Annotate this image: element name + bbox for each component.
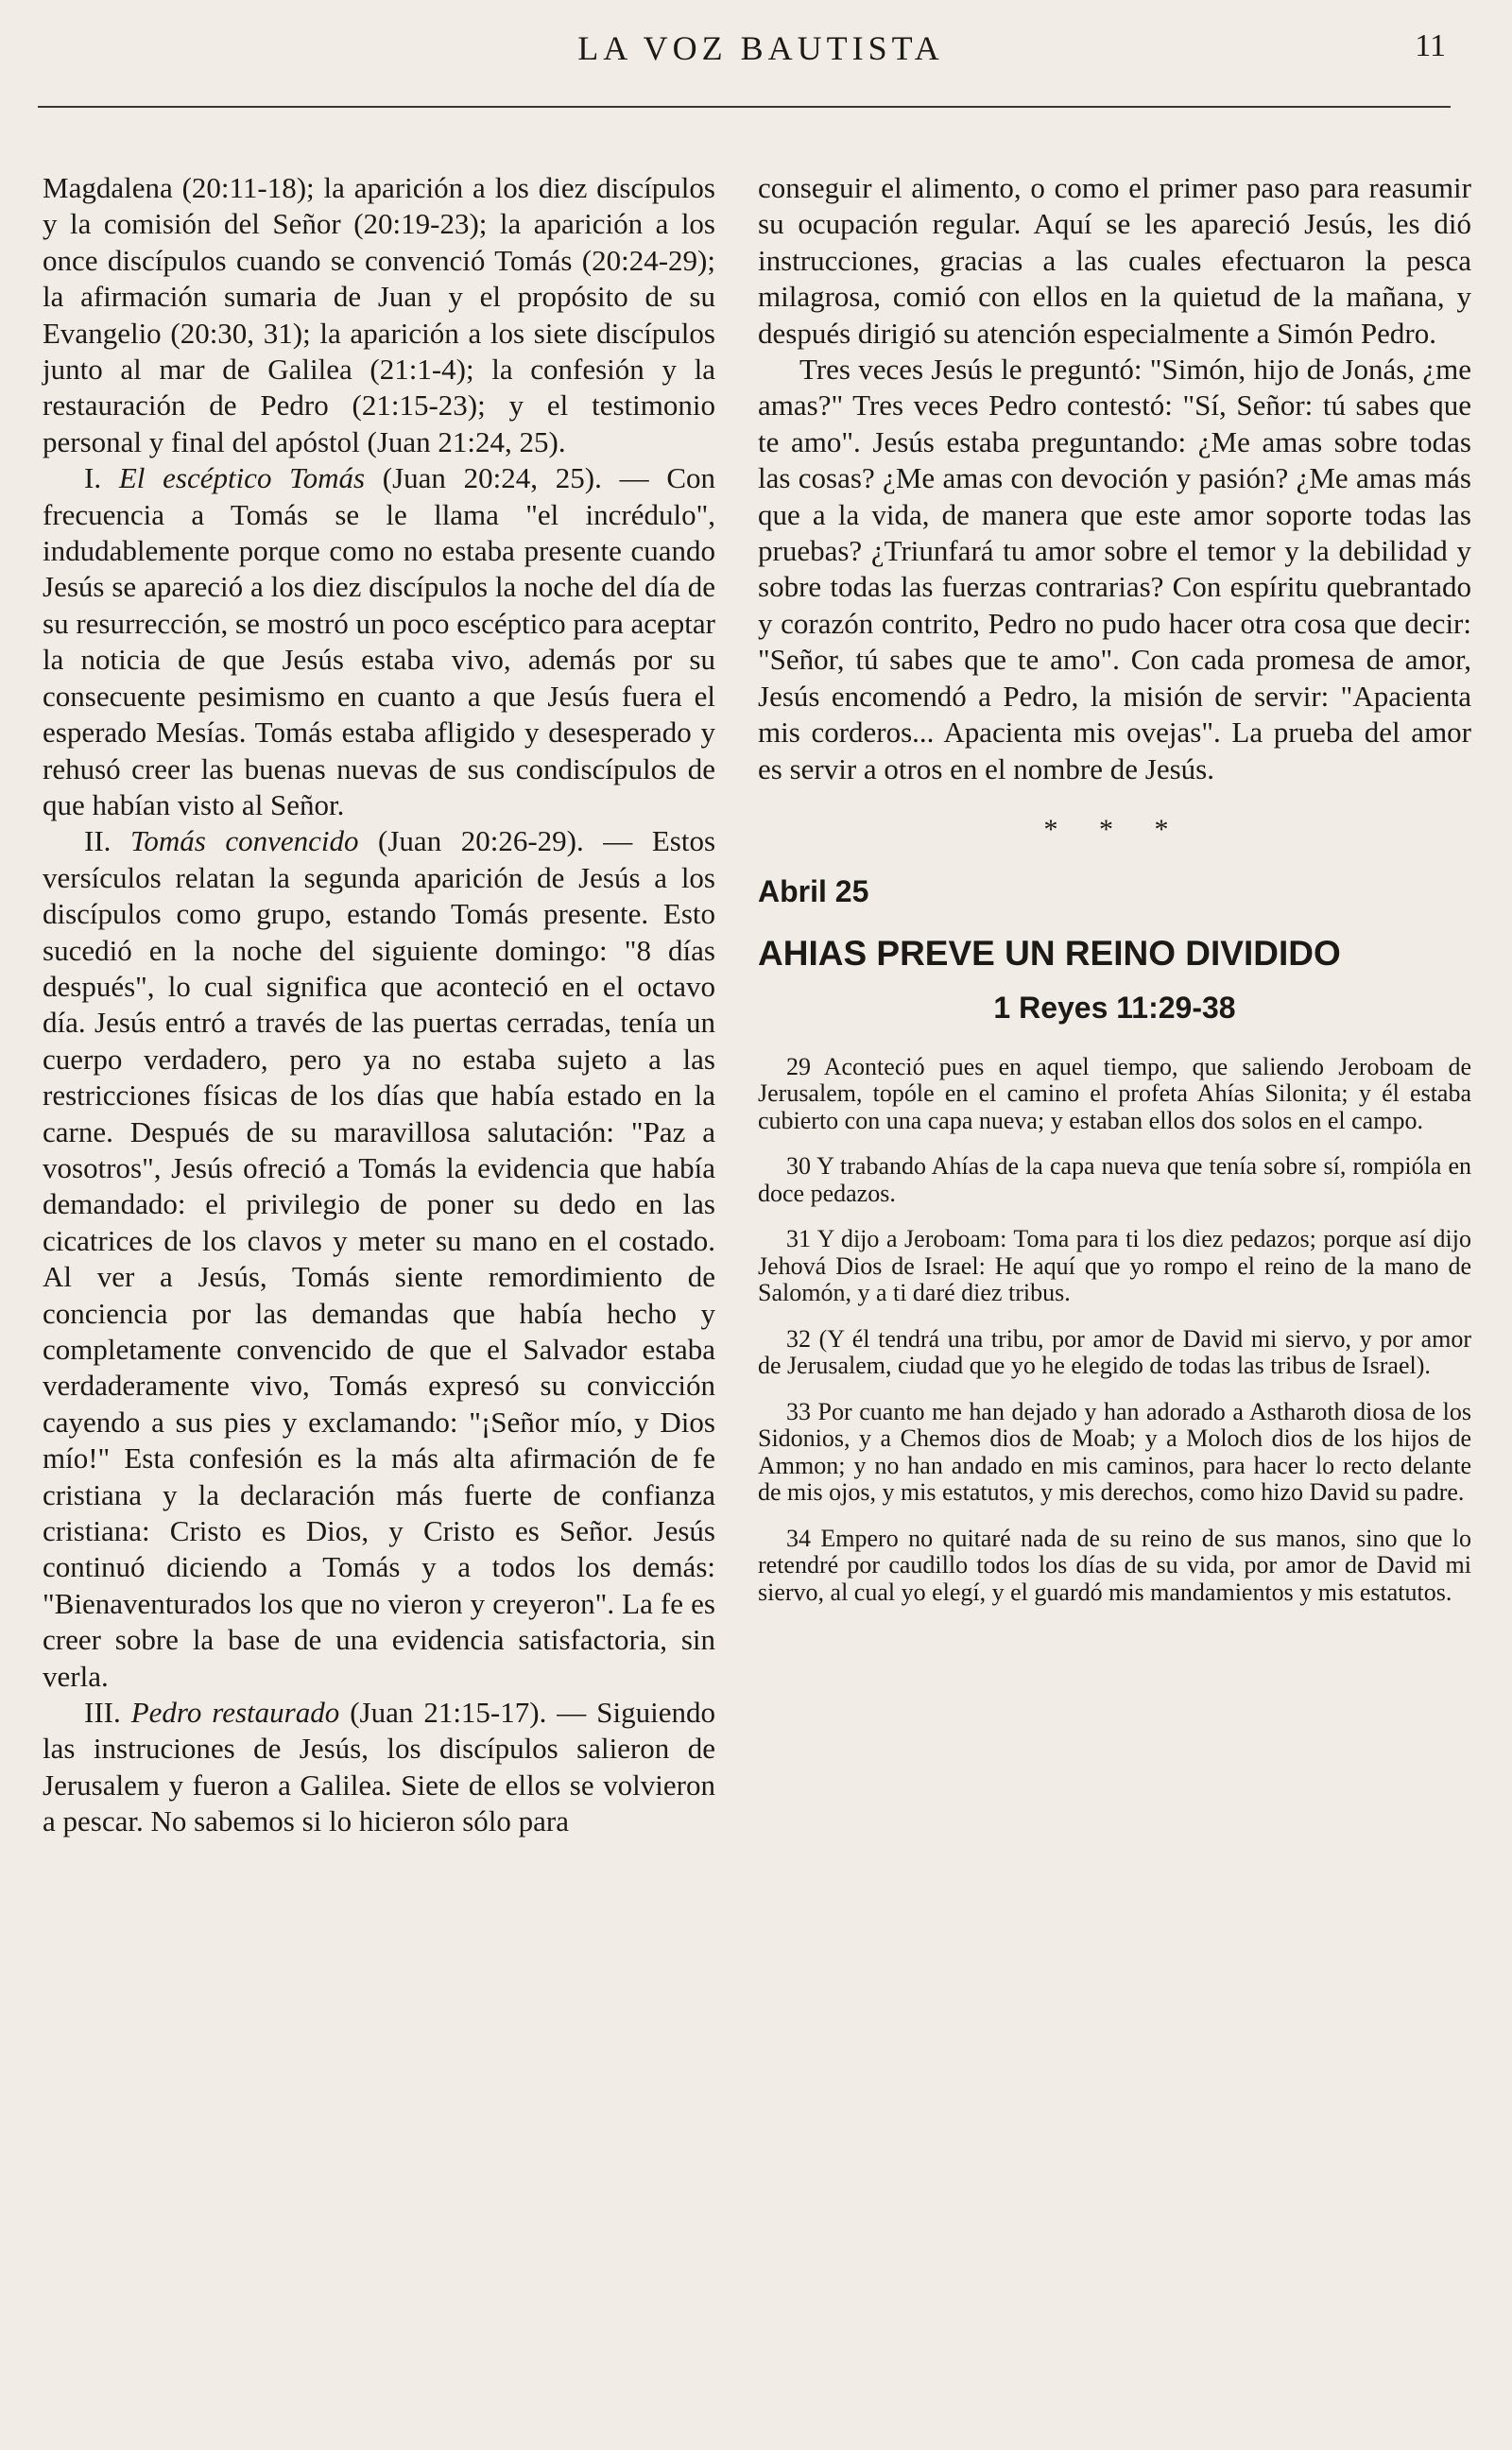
verse-34: 34 Empero no quitaré nada de su reino de sus manos, sino que lo retendré por caudillo todos los días de su vida, por amor de David mi siervo, al cual yo elegí, y el guardó mis mandamientos y mis estatutos.: [758, 1524, 1471, 1606]
section-title: El escéptico Tomás: [118, 461, 366, 495]
section-separator: * * *: [1043, 813, 1186, 845]
verse-30: 30 Y trabando Ahías de la capa nueva que tenía sobre sí, rompióla en doce pedazos.: [758, 1152, 1471, 1207]
page-header: [57, 21, 1465, 78]
running-title: LA VOZ BAUTISTA: [577, 29, 944, 67]
continued-paragraph: conseguir el alimento, o como el primer paso para reasumir su ocupación regular. Aquí se les apareció Jesús, les dió instrucciones, gracias a las cuales efectuaron la pesca milagrosa, comió con ellos en la quietud de la mañana, y después dirigió su atención especialmente a Simón Pedro.: [758, 171, 1471, 350]
page-number: 11: [1415, 28, 1446, 63]
lesson-title: AHIAS PREVE UN REINO DIVIDIDO: [758, 933, 1341, 973]
love-paragraph: Tres veces Jesús le preguntó: "Simón, hijo de Jonás, ¿me amas?" Tres veces Pedro contestó: "Sí, Señor: tú sabes que te amo". Jesús estaba preguntando: ¿Me amas sobre todas las cosas? ¿Me amas con devoción y pasión? ¿Me amas más que a la vida, de manera que este amor soporte todas las pruebas? ¿Triunfará tu amor sobre el temor y la debilidad y sobre todas las fuerzas contrarias? Con espíritu quebrantado y corazón contrito, Pedro no pudo hacer otra cosa que decir: "Señor, tú sabes que te amo". Con cada promesa de amor, Jesús encomendó a Pedro, la misión de servir: "Apacienta mis corderos... Apacienta mis ovejas". La prueba del amor es servir a otros en el nombre de Jesús.: [758, 353, 1471, 785]
scripture-reference: 1 Reyes 11:29-38: [993, 990, 1236, 1025]
section-text: (Juan 21:15-17). — Siguiendo las instruciones de Jesús, los discípulos salieron de Jerusalem y fueron a Galilea. Siete de ellos se volvieron a pescar. No sabemos si lo hicieron sólo para: [43, 1696, 716, 1838]
verse-32: 32 (Y él tendrá una tribu, por amor de David mi siervo, y por amor de Jerusalem, ciudad que yo he elegido de todas las tribus de Israel).: [758, 1324, 1471, 1380]
left-column: [43, 170, 715, 1840]
section-title: Pedro restaurado: [130, 1696, 340, 1730]
section-number: III.: [84, 1696, 121, 1730]
section-number: I.: [84, 461, 102, 495]
section-text: (Juan 20:26-29). — Estos versículos relatan la segunda aparición de Jesús a los discípulos como grupo, estando Tomás presente. Esto sucedió en la noche del siguiente domingo: "8 días después", lo cual significa que aconteció en el octavo día. Jesús entró a través de las puertas cerradas, tenía un cuerpo verdadero, pero ya no estaba sujeto a las restricciones físicas de los días que había estado en la carne. Después de su maravillosa salutación: "Paz a vosotros", Jesús ofreció a Tomás la evidencia que había demandado: el privilegio de poner su dedo en las cicatrices de los clavos y meter su mano en el costado. Al ver a Jesús, Tomás siente remordimiento de conciencia por las demandas que había hecho y completamente convencido de que el Salvador estaba verdaderamente vivo, Tomás expresó su convicción cayendo a sus pies y exclamando: "¡Señor mío, y Dios mío!" Esta confesión es la más alta afirmación de fe cristiana y la declaración más fuerte de confianza cristiana: Cristo es Dios, y Cristo es Señor. Jesús continuó diciendo a Tomás y a todos los demás: "Bienaventurados los que no vieron y creyeron". La fe es creer sobre la base de una evidencia satisfactoria, sin verla.: [43, 824, 716, 1693]
section-peter-restored: [43, 1695, 715, 1840]
right-column: [758, 170, 1471, 1625]
section-thomas-skeptic: [43, 460, 715, 823]
verse-33: 33 Por cuanto me han dejado y han adorado a Astharoth diosa de los Sidonios, y a Chemos dios de Moab; y a Moloch dios de los hijos de Ammon; y no han andado en mis caminos, para hacer lo recto delante de mis ojos, y mis estatutos, y mis derechos, como hizo David su padre.: [758, 1397, 1471, 1507]
verse-31: 31 Y dijo a Jeroboam: Toma para ti los diez pedazos; porque así dijo Jehová Dios de Israel: He aquí que yo rompo el reino de la mano de Salomón, y a ti daré diez tribus.: [758, 1225, 1471, 1307]
verse-29: 29 Aconteció pues en aquel tiempo, que saliendo Jeroboam de Jerusalem, topóle en el camino el profeta Ahías Silonita; y él estaba cubierto con una capa nueva; y estaban ellos dos solos en el campo.: [758, 1052, 1471, 1134]
section-text: (Juan 20:24, 25). — Con frecuencia a Tomás se le llama "el incrédulo", indudablemente porque como no estaba presente cuando Jesús se apareció a los diez discípulos la noche del día de su resurrección, se mostró un poco escéptico para aceptar la noticia de que Jesús estaba vivo, además por su consecuente pesimismo en cuanto a que Jesús fuera el esperado Mesías. Tomás estaba afligido y desesperado y rehusó creer las buenas nuevas de sus condiscípulos de que habían visto al Señor.: [43, 461, 716, 821]
header-rule: [38, 106, 1451, 108]
section-thomas-convinced: [43, 823, 715, 1695]
intro-paragraph: Magdalena (20:11-18); la aparición a los diez discípulos y la comisión del Señor (20:19-23); la aparición a los once discípulos cuando se convenció Tomás (20:24-29); la afirmación sumaria de Juan y el propósito de su Evangelio (20:30, 31); la aparición a los siete discípulos junto al mar de Galilea (21:1-4); la confesión y la restauración de Pedro (21:15-23); y el testimonio personal y final del apóstol (Juan 21:24, 25).: [43, 171, 715, 458]
section-number: II.: [84, 824, 112, 858]
lesson-date: Abril 25: [758, 873, 869, 908]
section-title: Tomás convencido: [129, 824, 359, 858]
